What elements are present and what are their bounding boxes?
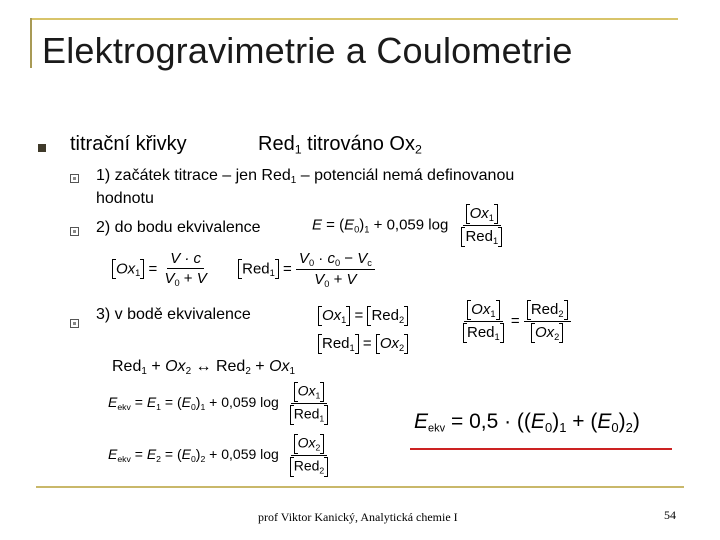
slide-title: Elektrogravimetrie a Coulometrie xyxy=(42,30,573,71)
bullet-text: titrační křivky xyxy=(70,133,187,155)
item-1-line2: hodnotu xyxy=(96,190,154,207)
sub-bullet-icon xyxy=(70,227,79,236)
top-frame-line xyxy=(30,18,678,20)
sub-bullet-icon xyxy=(70,174,79,183)
formula-eekv-e2: $E_{ekv} = E_2 = (E_0)_2 + 0,059$ log $\frac{Ox_2}{Red_2}$ xyxy=(108,434,331,477)
footer-line xyxy=(36,486,684,488)
left-frame-line xyxy=(30,18,32,68)
formula-eekv-e1: $E_{ekv} = E_1 = (E_0)_1 + 0,059$ log $\frac{Ox_1}{Red_1}$ xyxy=(108,382,331,425)
sub-bullet-icon xyxy=(70,319,79,328)
item-2-text: 2) do bodu ekvivalence xyxy=(96,219,261,236)
formula-ratio-equality: $\frac{Ox_1}{Red_1}$ = $\frac{Red_2}{Ox_2}$ xyxy=(460,300,571,343)
item-3-text: 3) v bodě ekvivalence xyxy=(96,306,251,323)
formula-equivalence-concentrations: $Ox_1 = Red_2$ $Red_1 = Ox_2$ xyxy=(318,304,408,360)
formula-concentrations: $Ox_1$ = $\frac{V \cdot c}{V_0 + V}$ Red$_1$ = $\frac{V_0 \cdot c_0 - V_c}{V_0 + V}$ xyxy=(112,250,375,289)
bullet-right-text: Red$_1$ titrováno $Ox_2$ xyxy=(258,133,422,157)
formula-reaction: $Red_1 + Ox_2$ ↔ $Red_2 + Ox_1$ xyxy=(112,358,296,377)
page-number: 54 xyxy=(664,508,676,522)
result-underline xyxy=(410,448,672,450)
main-bullet-icon xyxy=(38,144,46,152)
item-1-text: 1) začátek titrace – jen Red$_1$ – potenciál nemá definovanou xyxy=(96,167,515,186)
formula-eekv-result: $E_{ekv} = 0,5 \cdot ((E_0)_1 + (E_0)_2)$ xyxy=(414,410,640,435)
formula-potential: $E = (E_0)_1 + 0,059$ log $\frac{Ox_1}{Red_1}$ xyxy=(312,204,505,247)
footer-text: prof Viktor Kanický, Analytická chemie I xyxy=(258,510,458,524)
